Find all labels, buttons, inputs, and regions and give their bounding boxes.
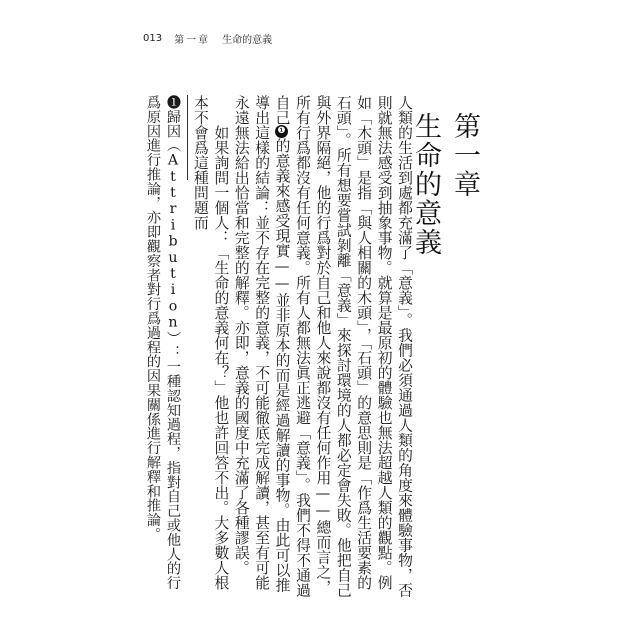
chapter-title: [410, 112, 484, 337]
running-header: [143, 31, 272, 46]
chapter-title-name: 生命的意義: [410, 112, 441, 257]
paragraph-1-continued: 的意義來感受現實——並非原本的而是經過解讀的事物。由此可以推導出這樣的結論：並不存在完整的意義，不可能徹底完成解讀，甚至有可能永遠無法給出恰當和完整的解釋。亦即，意義的國度中充滿了各種謬誤。: [232, 95, 291, 593]
page-number: 013: [143, 33, 163, 44]
paragraph-1-text: 人類的生活到處都充滿了「意義」。我們必須通過人類的角度來體驗事物，否則就無法感受到抽象事物。就算是最原初的體驗也無法超越人類的觀點。例如「木頭」是指「與人相關的木頭」，「石頭」的意思則是「作爲生活要素的石頭」。所有想要嘗試剝離「意義」來探討環境的人都必定會失敗。他把自己與外界隔絕，他的行爲對於自己和他人來說都沒有任何作用——總而言之，所有行爲都沒有任何意義。所有人都無法眞正逃避「意義」。我們不得不通過自己: [273, 95, 413, 598]
header-chapter-label: 第一章: [174, 35, 211, 46]
footnote-number: ❶: [165, 95, 181, 110]
footnote-divider: [187, 95, 188, 180]
chapter-title-number: 第一章: [449, 112, 480, 199]
footnote: [143, 95, 183, 600]
paragraph-1: [230, 95, 414, 600]
footnote-reference-1[interactable]: ❶: [276, 126, 287, 137]
header-chapter-name: 生命的意義: [222, 35, 273, 46]
body-text: [191, 95, 414, 600]
paragraph-2: 如果詢問一個人：「生命的意義何在？」他也許回答不出。大多數人根本不會爲這種問題而: [191, 95, 230, 590]
footnote-text: 歸因（Attribution）：一種認知過程，指對自己或他人的行爲原因進行推論，亦即觀察者對行爲過程的因果關係進行解釋和推論。: [145, 95, 181, 591]
